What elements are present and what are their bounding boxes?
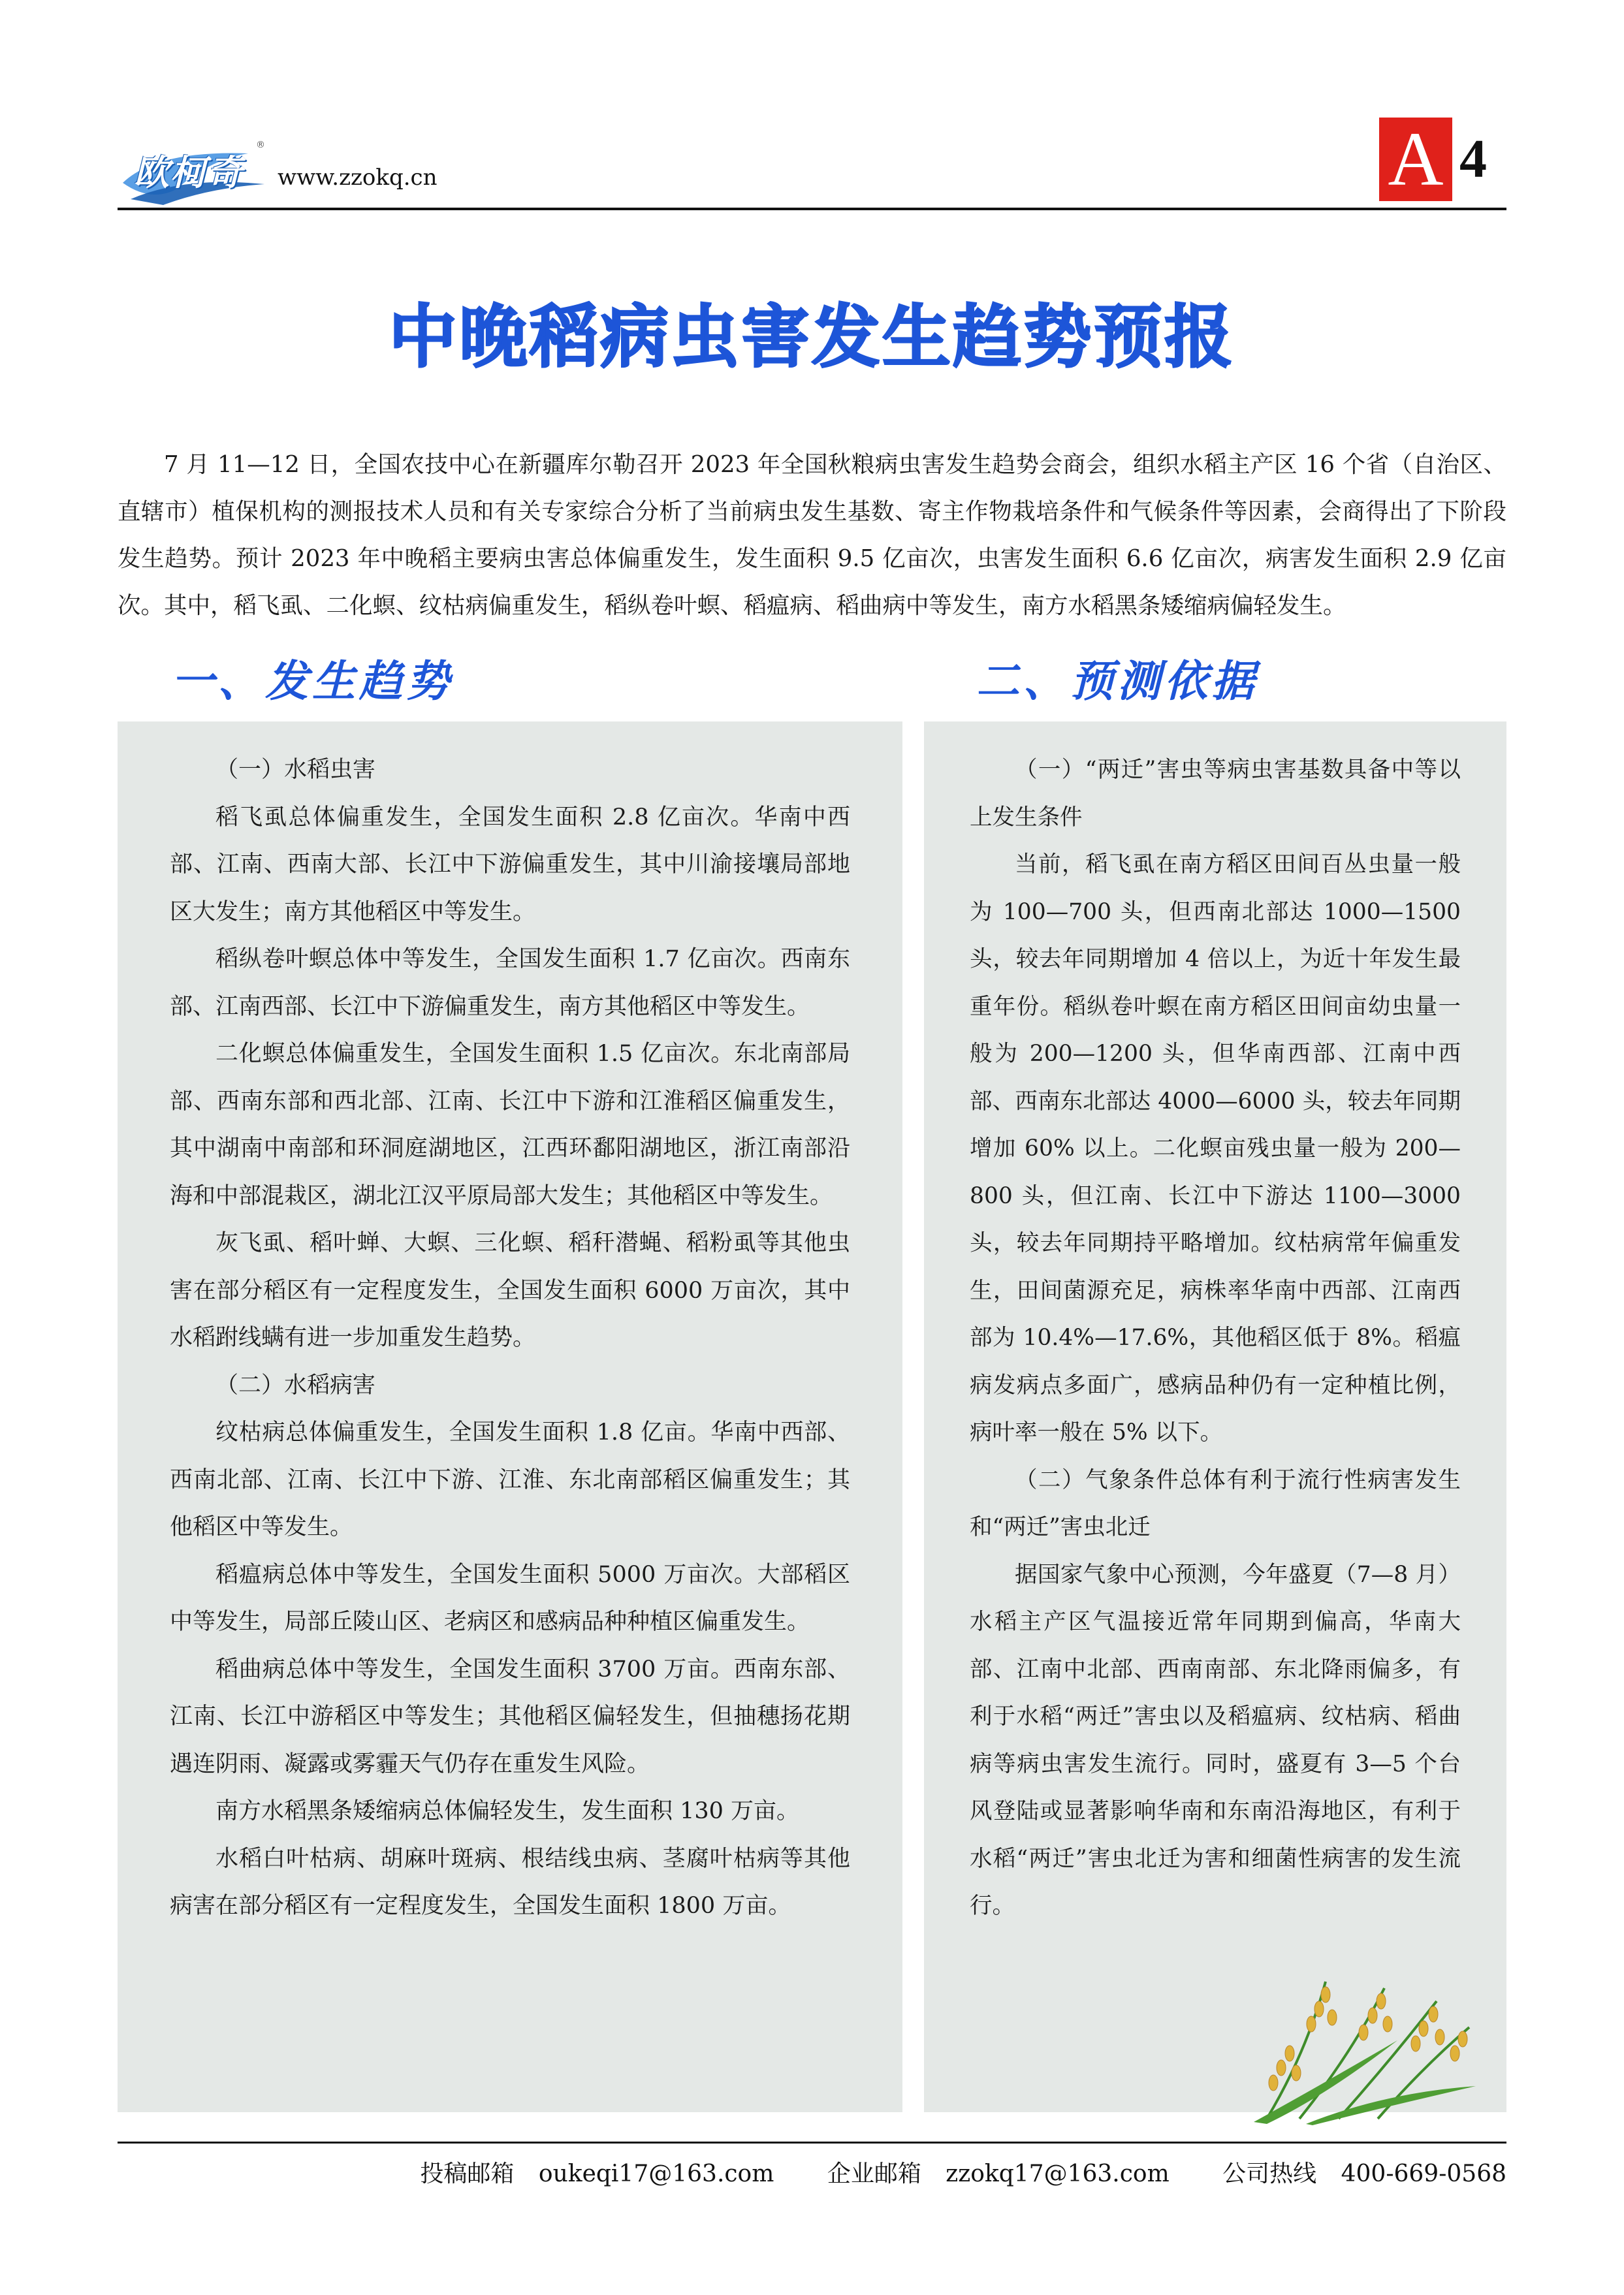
paragraph-rice-blast: 稻瘟病总体中等发生，全国发生面积 5000 万亩次。大部稻区中等发生，局部丘陵山区、老病区和感病品种种植区偏重发生。 xyxy=(170,1561,850,1635)
paragraph-other-pests: 灰飞虱、稻叶蝉、大螟、三化螟、稻秆潜蝇、稻粉虱等其他虫害在部分稻区有一定程度发生，全国发生面积 6000 万亩次，其中水稻跗线螨有进一步加重发生趋势。 xyxy=(170,1230,850,1351)
page-title: 中晚稻病虫害发生趋势预报 xyxy=(389,297,1235,377)
paragraph-other-diseases: 水稻白叶枯病、胡麻叶斑病、根结线虫病、茎腐叶枯病等其他病害在部分稻区有一定程度发生，全国发生面积 1800 万亩。 xyxy=(170,1845,850,1919)
site-url: www.zzokq.cn xyxy=(278,165,438,191)
submission-email-label: 投稿邮箱 xyxy=(420,2160,515,2187)
paragraph-false-smut: 稻曲病总体中等发生，全国发生面积 3700 万亩。西南东部、江南、长江中游稻区中等发生；其他稻区偏轻发生，但抽穗扬花期遇连阴雨、凝露或雾霾天气仍存在重发生风险。 xyxy=(170,1656,850,1777)
hotline-number[interactable]: 400-669-0568 xyxy=(1341,2160,1506,2187)
section-heading-basis: 二、预测依据 xyxy=(976,656,1258,706)
paragraph-pest-base: 当前，稻飞虱在南方稻区田间百丛虫量一般为 100—700 头，但西南北部达 1000—1500 头，较去年同期增加 4 倍以上，为近十年发生最重年份。稻纵卷叶螟在南方稻区田间亩幼虫量一般为 200—1200 头，但华南西部、江南中西部、西南东北部达 4000—6000 头，较去年同期增加 60% 以上。二化螟亩残虫量一般为 200—800 头，但江南、长江中下游达 1100—3000 头，较去年同期持平略增加。纹枯病常年偏重发生，田间菌源充足，病株率华南中西部、江南西部为 10.4%—17.6%，其他稻区低于 8%。稻瘟病发病点多面广，感病品种仍有一定种植比例，病叶率一般在 5% 以下。 xyxy=(970,851,1461,1446)
subsection-pest-base-heading: （一）“两迁”害虫等病虫害基数具备中等以上发生条件 xyxy=(970,757,1461,831)
corporate-email[interactable]: zzokq17@163.com xyxy=(946,2160,1170,2187)
paragraph-stem-borer: 二化螟总体偏重发生，全国发生面积 1.5 亿亩次。东北南部局部、西南东部和西北部、江南、长江中下游和江淮稻区偏重发生，其中湖南中南部和环洞庭湖地区，江西环鄱阳湖地区，浙江南部沿海和中部混栽区，湖北江汉平原局部大发生；其他稻区中等发生。 xyxy=(170,1041,850,1209)
footer-contact xyxy=(420,2155,1506,2194)
brand-logo: 欧柯奇 xyxy=(134,152,244,193)
paragraph-dwarf-virus: 南方水稻黑条矮缩病总体偏轻发生，发生面积 130 万亩。 xyxy=(215,1798,800,1824)
page-section-letter: A xyxy=(1379,118,1452,201)
paragraph-planthopper: 稻飞虱总体偏重发生，全国发生面积 2.8 亿亩次。华南中西部、江南、西南大部、长江中下游偏重发生，其中川渝接壤局部地区大发生；南方其他稻区中等发生。 xyxy=(170,804,850,925)
page-number: 4 xyxy=(1459,129,1487,189)
subsection-weather-heading: （二）气象条件总体有利于流行性病害发生和“两迁”害虫北迁 xyxy=(970,1466,1461,1540)
header-divider xyxy=(118,208,1506,210)
trend-panel xyxy=(118,721,902,2112)
footer-divider xyxy=(118,2142,1506,2144)
subsection-pests-heading: （一）水稻虫害 xyxy=(215,757,376,783)
subsection-diseases-heading: （二）水稻病害 xyxy=(215,1372,376,1399)
paragraph-leaf-roller: 稻纵卷叶螟总体中等发生，全国发生面积 1.7 亿亩次。西南东部、江南西部、长江中下游偏重发生，南方其他稻区中等发生。 xyxy=(170,946,850,1020)
rice-stalk-illustration xyxy=(1228,1955,1489,2125)
paragraph-weather: 据国家气象中心预测，今年盛夏（7—8 月）水稻主产区气温接近常年同期到偏高，华南大部、江南中北部、西南南部、东北降雨偏多，有利于水稻“两迁”害虫以及稻瘟病、纹枯病、稻曲病等病虫害发生流行。同时，盛夏有 3—5 个台风登陆或显著影响华南和东南沿海地区，有利于水稻“两迁”害虫北迁为害和细菌性病害的发生流行。 xyxy=(970,1561,1461,1919)
corporate-email-label: 企业邮箱 xyxy=(827,2160,921,2187)
section-heading-trend: 一、发生趋势 xyxy=(171,656,453,706)
basis-panel xyxy=(924,721,1506,2112)
paragraph-sheath-blight: 纹枯病总体偏重发生，全国发生面积 1.8 亿亩。华南中西部、西南北部、江南、长江中下游、江淮、东北南部稻区偏重发生；其他稻区中等发生。 xyxy=(170,1419,850,1540)
intro-paragraph: 7 月 11—12 日，全国农技中心在新疆库尔勒召开 2023 年全国秋粮病虫害发生趋势会商会，组织水稻主产区 16 个省（自治区、直辖市）植保机构的测报技术人员和有关专家综合分析了当前病虫发生基数、寄主作物栽培条件和气候条件等因素，会商得出了下阶段发生趋势。预计 2023 年中晚稻主要病虫害总体偏重发生，发生面积 9.5 亿亩次，虫害发生面积 6.6 亿亩次，病害发生面积 2.9 亿亩次。其中，稻飞虱、二化螟、纹枯病偏重发生，稻纵卷叶螟、稻瘟病、稻曲病中等发生，南方水稻黑条矮缩病偏轻发生。 xyxy=(118,451,1506,619)
registered-mark: ® xyxy=(256,140,265,150)
submission-email[interactable]: oukeqi17@163.com xyxy=(538,2160,774,2187)
hotline-label: 公司热线 xyxy=(1222,2160,1317,2187)
